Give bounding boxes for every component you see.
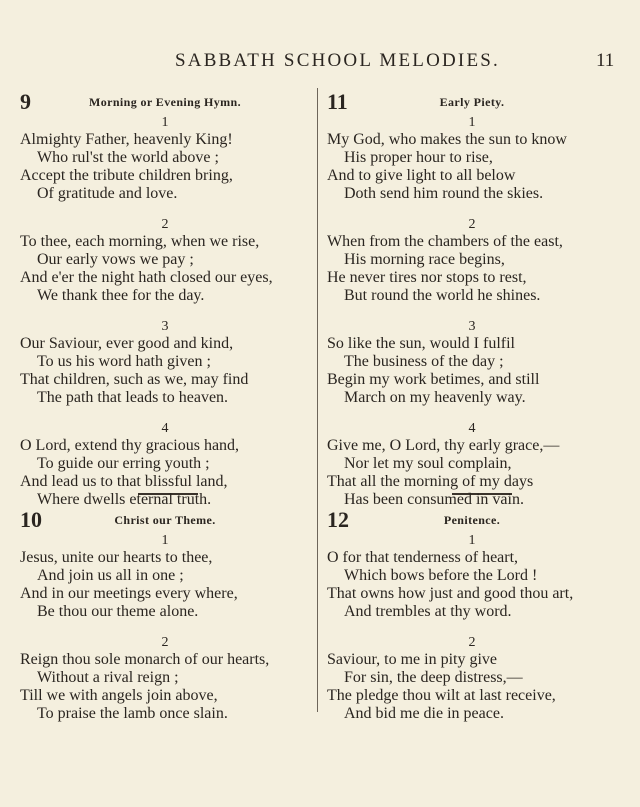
verse [327,217,617,305]
verse-line: So like the sun, would I fulfil [327,335,515,352]
verse [327,115,617,203]
verse-line: The path that leads to heaven. [37,389,229,406]
verse-line: And trembles at thy word. [344,603,512,620]
verse-line: His proper hour to rise, [344,149,493,166]
verse-number: 2 [161,217,169,232]
verse-line: To praise the lamb once slain. [37,705,228,722]
verse-number: 1 [161,533,169,548]
verse-line: Jesus, unite our hearts to thee, [20,549,213,566]
verse-line: That children, such as we, may find [20,371,249,388]
verse-line: O Lord, extend thy gracious hand, [20,437,240,454]
verse-line: My God, who makes the sun to know [327,131,567,148]
verse-line: Our Saviour, ever good and kind, [20,335,234,352]
hymn-9 [20,91,310,509]
verse [20,217,310,305]
running-head [0,50,640,74]
verse-line: And e'er the night hath closed our eyes, [20,269,273,286]
verse-line: March on my heavenly way. [344,389,526,406]
verse-line: Till we with angels join above, [20,687,218,704]
verse-line: To guide our erring youth ; [37,455,210,472]
verse-line: Without a rival reign ; [37,669,179,686]
verse-line: Has been consumed in vain. [344,491,524,508]
verse-line: And in our meetings every where, [20,585,238,602]
verse [327,533,617,621]
hymn-number: 12 [327,507,349,532]
hymn-12 [327,509,617,723]
verse-number: 2 [468,217,476,232]
verse-number: 3 [468,319,476,334]
verse-line: Which bows before the Lord ! [344,567,538,584]
verse [327,635,617,723]
verse-number: 4 [161,421,169,436]
verse-number: 1 [161,115,169,130]
verse-line: And bid me die in peace. [344,705,504,722]
verse-line: That all the morning of my days [327,473,534,490]
verse-number: 2 [468,635,476,650]
verse [327,319,617,407]
verse-number: 4 [468,421,476,436]
hymn-number: 10 [20,507,42,532]
verse-line: The pledge thou wilt at last receive, [327,687,556,704]
hymn-10 [20,509,310,723]
verse-line: Be thou our theme alone. [37,603,199,620]
verse [20,421,310,509]
verse-line: To thee, each morning, when we rise, [20,233,260,250]
hymn-title: Penitence. [443,513,501,527]
page-number: 11 [596,50,615,71]
verse-line: We thank thee for the day. [37,287,205,304]
verse-line: Who rul'st the world above ; [37,149,219,166]
hymn-11 [327,91,617,509]
hymn-number: 9 [20,89,31,114]
verse-line: When from the chambers of the east, [327,233,563,250]
verse-line: Begin my work betimes, and still [327,371,540,388]
verse-line: For sin, the deep distress,— [344,669,523,686]
verse-line: To us his word hath given ; [37,353,211,370]
hymn-number: 11 [327,89,348,114]
verse-line: And lead us to that blissful land, [20,473,228,490]
verse-line: Our early vows we pay ; [37,251,194,268]
hymn-heading [20,91,310,115]
verse-number: 2 [161,635,169,650]
verse-number: 1 [468,115,476,130]
verse [20,115,310,203]
hymn-heading [327,91,617,115]
verse-line: O for that tenderness of heart, [327,549,519,566]
verse-line: Nor let my soul complain, [344,455,512,472]
verse-line: But round the world he shines. [344,287,541,304]
verse-line: Give me, O Lord, thy early grace,— [327,437,560,454]
verse-line: Reign thou sole monarch of our hearts, [20,651,270,668]
verse [20,533,310,621]
verse-line: And join us all in one ; [37,567,184,584]
hymn-title: Christ our Theme. [114,513,216,527]
hymn-title: Early Piety. [439,95,505,109]
verse-line: He never tires nor stops to rest, [327,269,527,286]
verse-line: Saviour, to me in pity give [327,651,498,668]
verse-line: The business of the day ; [344,353,504,370]
verse-line: Accept the tribute children bring, [20,167,233,184]
verse-line: Of gratitude and love. [37,185,178,202]
verse-number: 1 [468,533,476,548]
verse-line: And to give light to all below [327,167,516,184]
running-title: SABBATH SCHOOL MELODIES. [175,50,500,71]
verse-line: Doth send him round the skies. [344,185,544,202]
verse [20,635,310,723]
verse [20,319,310,407]
hymn-heading [20,509,310,533]
verse [327,421,617,509]
verse-line: His morning race begins, [344,251,505,268]
verse-number: 3 [161,319,169,334]
column-rule [317,88,318,712]
hymn-title: Morning or Evening Hymn. [88,95,242,109]
verse-line: Where dwells eternal truth. [37,491,212,508]
verse-line: Almighty Father, heavenly King! [20,131,233,148]
verse-line: That owns how just and good thou art, [327,585,574,602]
hymn-heading [327,509,617,533]
